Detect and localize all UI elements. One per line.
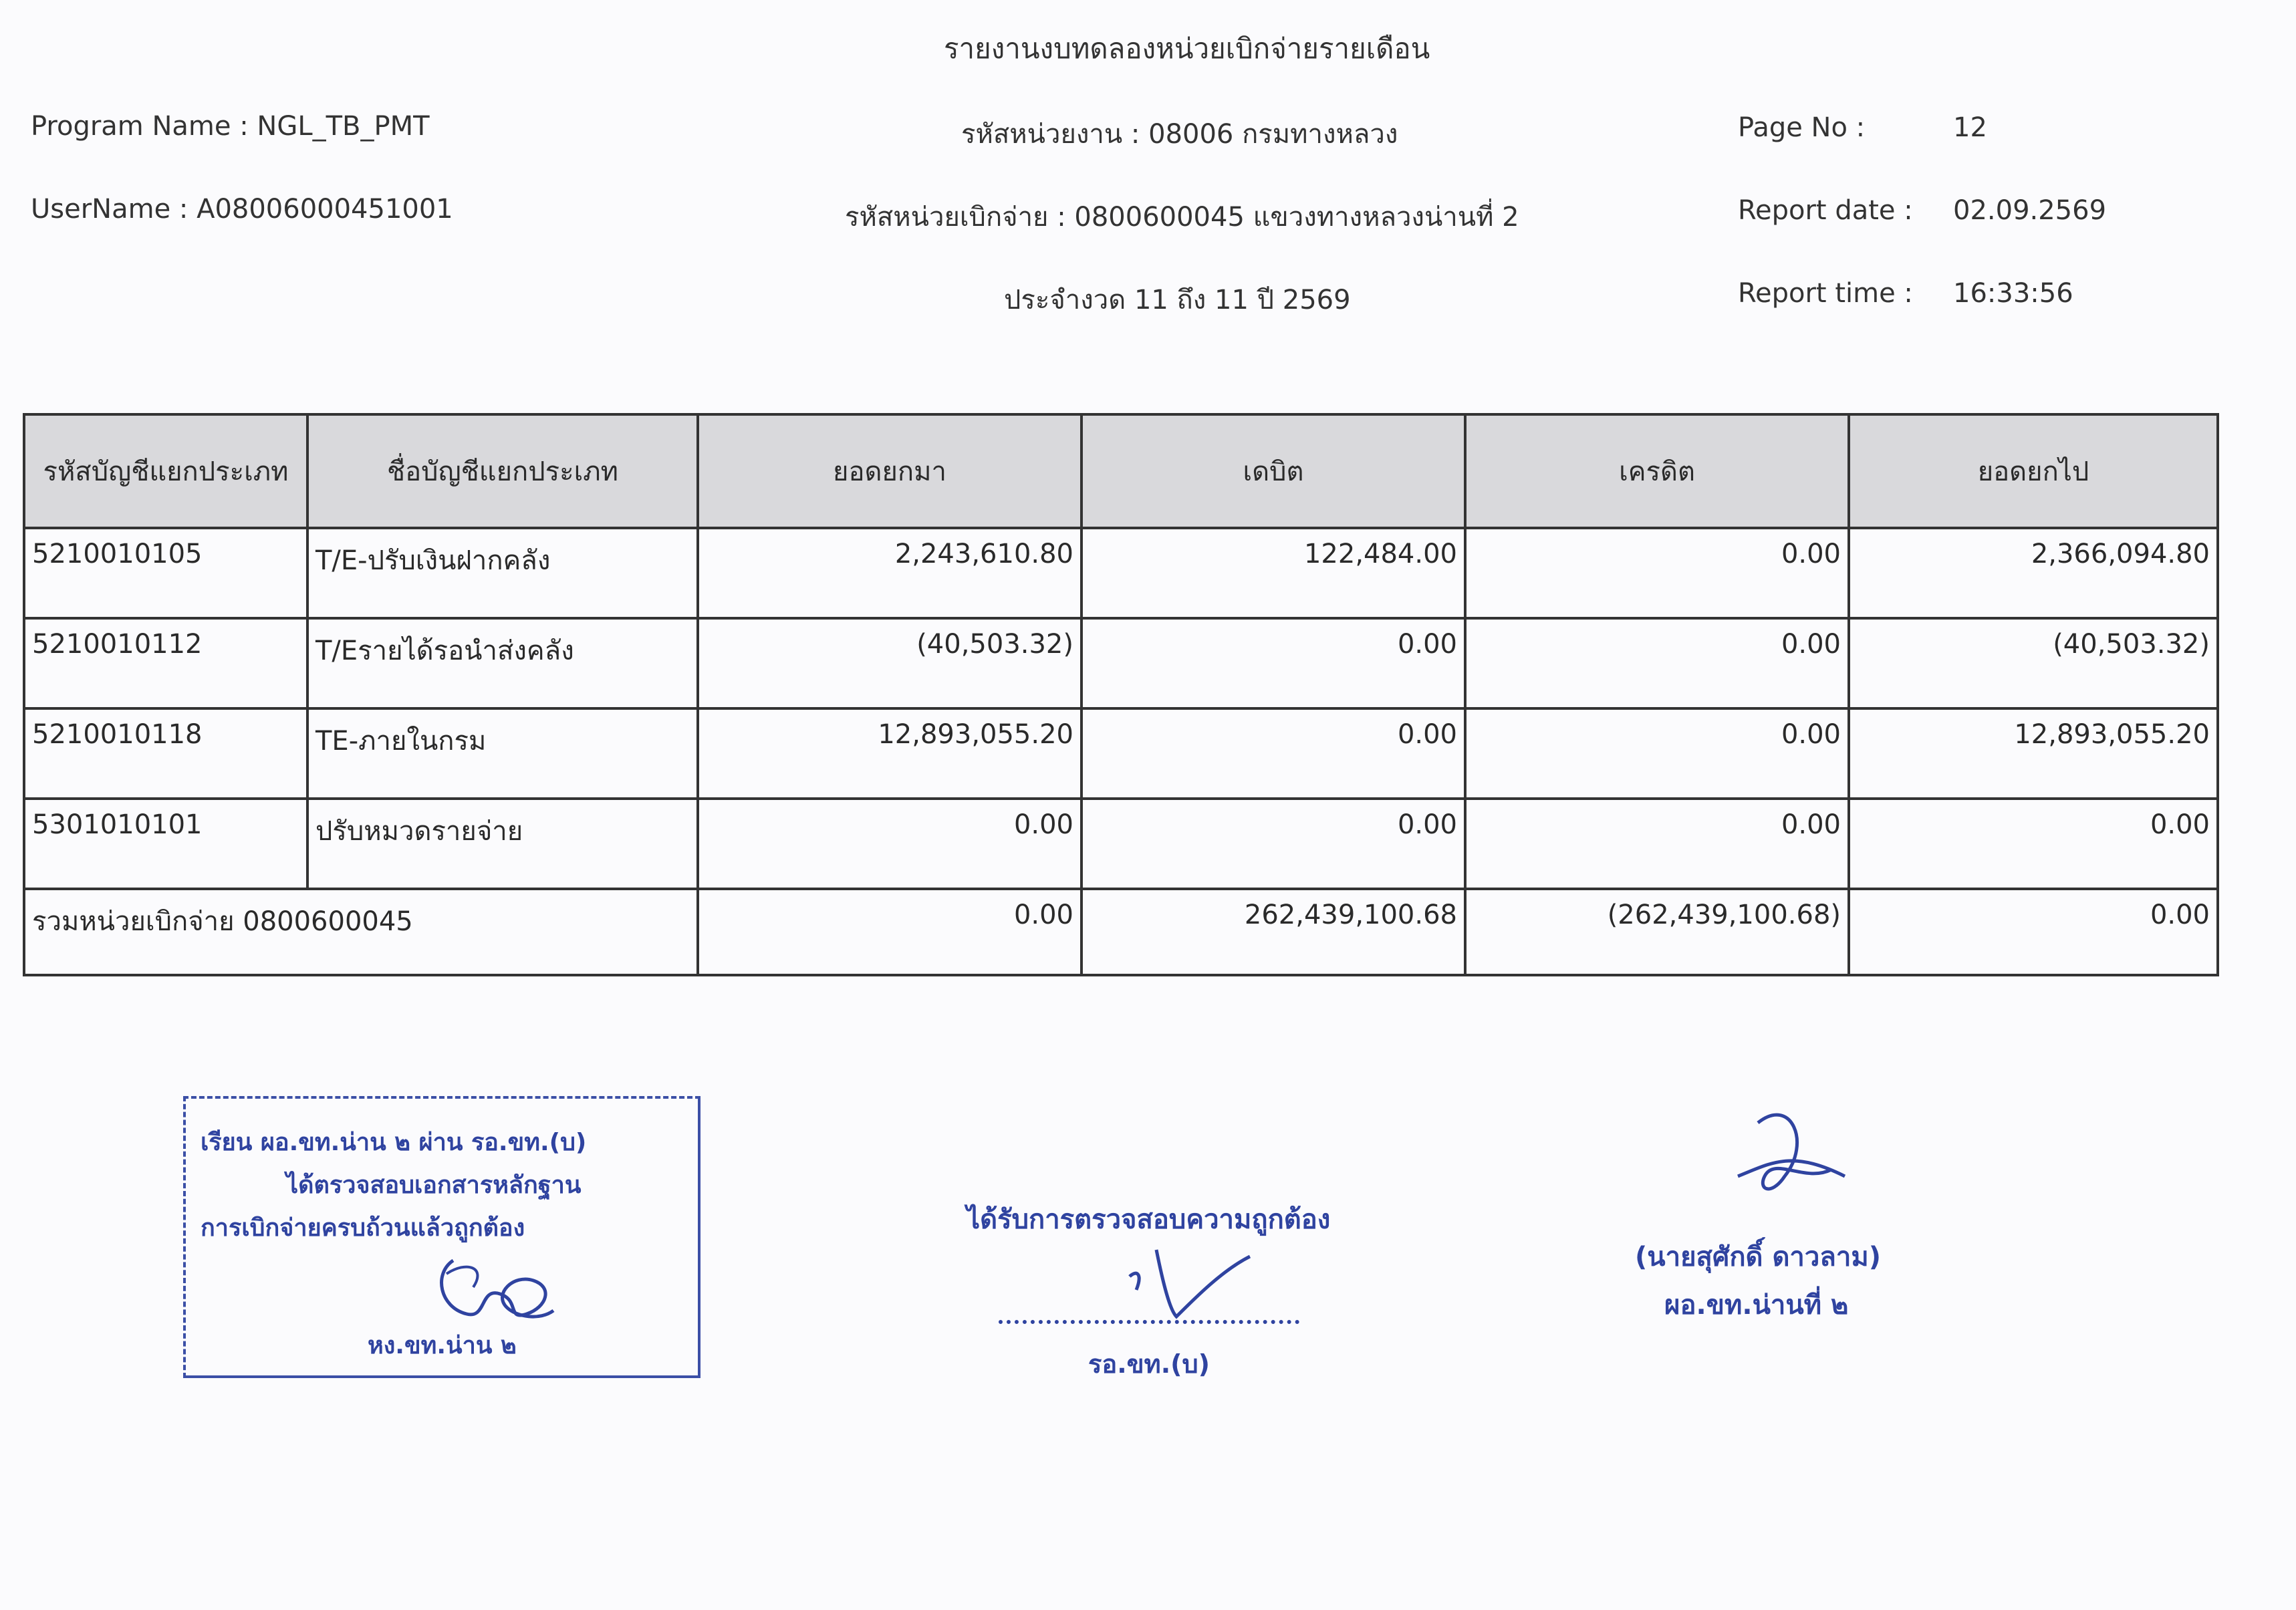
director-signature-icon [1711,1103,1858,1236]
page-no-label: Page No : [1738,112,1866,143]
cell-account-name: T/E-ปรับเงินฝากคลัง [307,528,698,618]
cell-account-code: 5210010105 [24,528,307,618]
cell-debit: 122,484.00 [1081,528,1465,618]
stamp-line-2: ได้ตรวจสอบเอกสารหลักฐาน [286,1172,582,1199]
col-header-account-name: ชื่อบัญชีแยกประเภท [307,414,698,528]
table-row [24,708,2218,799]
cell-account-name: TE-ภายในกรม [307,708,698,799]
signature-line [999,1320,1299,1324]
stamp-signature-icon [426,1247,560,1334]
trial-balance-table [23,413,2219,976]
total-opening-balance: 0.00 [698,889,1081,975]
total-credit: (262,439,100.68) [1465,889,1849,975]
cell-credit: 0.00 [1465,528,1849,618]
cell-credit: 0.00 [1465,799,1849,889]
table-row [24,799,2218,889]
total-debit: 262,439,100.68 [1081,889,1465,975]
cell-debit: 0.00 [1081,618,1465,708]
username: UserName : A08006000451001 [31,194,453,225]
report-date-label: Report date : [1738,195,1913,226]
cell-credit: 0.00 [1465,708,1849,799]
stamp-line-1: เรียน ผอ.ขท.น่าน ๒ ผ่าน รอ.ขท.(บ) [201,1129,587,1156]
cell-debit: 0.00 [1081,799,1465,889]
total-closing-balance: 0.00 [1849,889,2218,975]
table-row [24,618,2218,708]
col-header-credit: เครดิต [1465,414,1849,528]
cell-closing-balance: 12,893,055.20 [1849,708,2218,799]
table-total-row [24,889,2218,975]
cell-closing-balance: (40,503.32) [1849,618,2218,708]
table-row [24,528,2218,618]
cell-opening-balance: (40,503.32) [698,618,1081,708]
report-time-label: Report time : [1738,278,1913,309]
col-header-closing-balance: ยอดยกไป [1849,414,2218,528]
verification-signature-icon [1116,1243,1270,1330]
cell-credit: 0.00 [1465,618,1849,708]
approval-stamp [183,1096,700,1378]
director-name: (นายสุศักดิ์ ดาวลาม) [1635,1242,1881,1272]
col-header-debit: เดบิต [1081,414,1465,528]
agency-code: รหัสหน่วยงาน : 08006 กรมทางหลวง [961,119,1398,150]
page-no: 12 [1953,112,1987,143]
cell-opening-balance: 12,893,055.20 [698,708,1081,799]
disbursing-unit: รหัสหน่วยเบิกจ่าย : 0800600045 แขวงทางหลวงน่านที่ 2 [845,202,1519,233]
cell-opening-balance: 0.00 [698,799,1081,889]
report-title: รายงานงบทดลองหน่วยเบิกจ่ายรายเดือน [944,32,1430,65]
cell-closing-balance: 2,366,094.80 [1849,528,2218,618]
col-header-account-code: รหัสบัญชีแยกประเภท [24,414,307,528]
director-position: ผอ.ขท.น่านที่ ๒ [1664,1290,1849,1321]
period: ประจำงวด 11 ถึง 11 ปี 2569 [1004,285,1351,315]
verification-signer: รอ.ขท.(บ) [1088,1349,1210,1379]
cell-account-code: 5301010101 [24,799,307,889]
report-time: 16:33:56 [1953,278,2073,309]
table-header-row [24,414,2218,528]
program-name: Program Name : NGL_TB_PMT [31,111,430,142]
cell-account-name: T/Eรายได้รอนำส่งคลัง [307,618,698,708]
cell-opening-balance: 2,243,610.80 [698,528,1081,618]
stamp-line-3: การเบิกจ่ายครบถ้วนแล้วถูกต้อง [201,1214,525,1242]
verification-text: ได้รับการตรวจสอบความถูกต้อง [967,1204,1331,1235]
cell-closing-balance: 0.00 [1849,799,2218,889]
cell-account-code: 5210010112 [24,618,307,708]
cell-account-code: 5210010118 [24,708,307,799]
stamp-signer: หง.ขท.น่าน ๒ [368,1332,517,1359]
total-label: รวมหน่วยเบิกจ่าย 0800600045 [24,889,698,975]
col-header-opening-balance: ยอดยกมา [698,414,1081,528]
cell-debit: 0.00 [1081,708,1465,799]
cell-account-name: ปรับหมวดรายจ่าย [307,799,698,889]
report-date: 02.09.2569 [1953,195,2107,226]
